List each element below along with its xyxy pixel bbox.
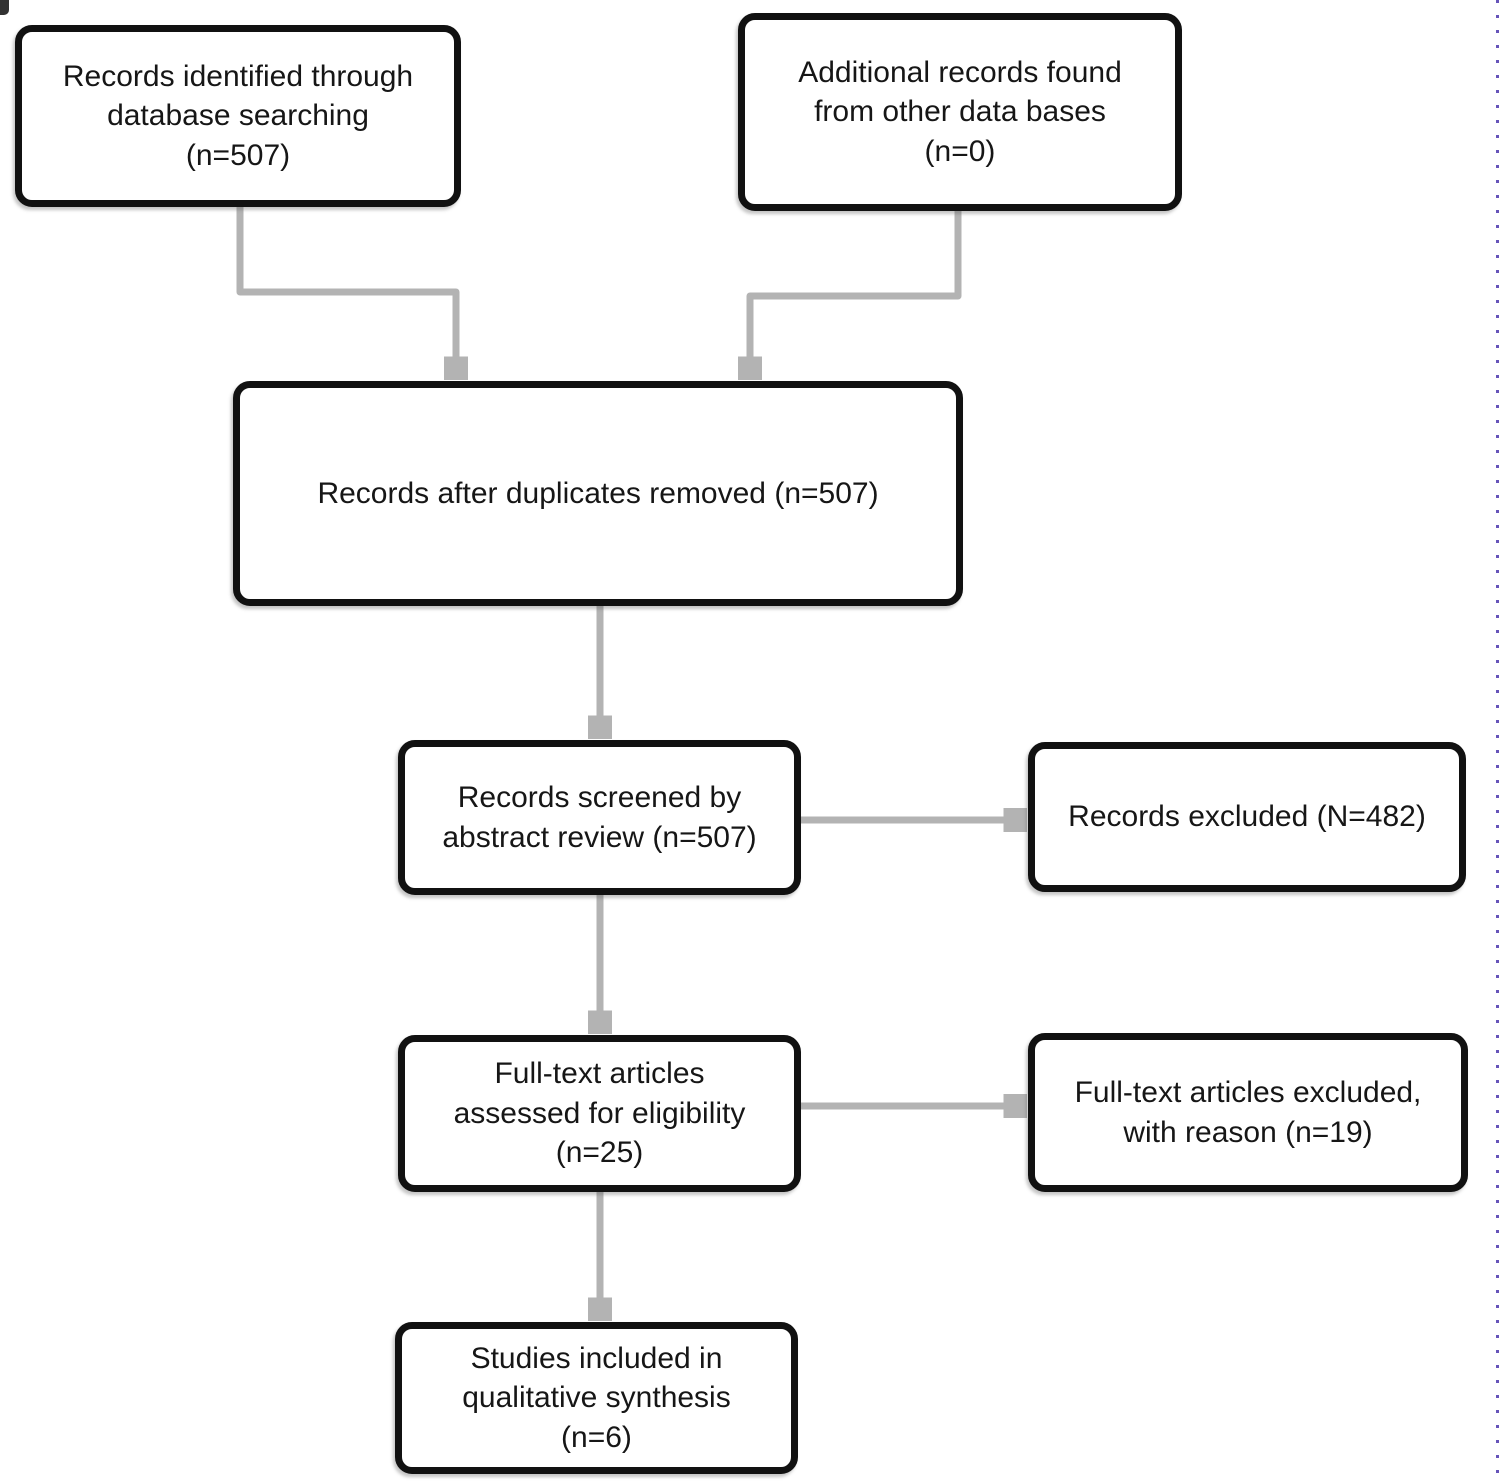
scan-artifact-dotted-edge (1496, 0, 1499, 1484)
node-records-excluded (1028, 742, 1466, 892)
node-duplicates-removed-label: Records after duplicates removed (n=507) (317, 476, 879, 510)
node-fulltext-assessed (398, 1035, 801, 1192)
node-records-screened (398, 740, 801, 895)
node-additional-records (738, 13, 1182, 211)
node-records-excluded-label: Records excluded (N=482) (1068, 800, 1426, 834)
node-fulltext-excluded (1028, 1033, 1468, 1192)
scan-artifact-corner (0, 0, 9, 15)
node-studies-included-label: Studies included in qualitative synthesis (n=6) (462, 1341, 731, 1454)
connector-additional-to-deduped (750, 211, 958, 360)
connector-identified-to-deduped (240, 205, 456, 360)
node-additional-records-label: Additional records found from other data bases (n=0) (798, 55, 1122, 168)
node-fulltext-assessed-label: Full-text articles assessed for eligibility (n=25) (453, 1057, 746, 1170)
node-fulltext-excluded-label: Full-text articles excluded, with reason (n=19) (1074, 1075, 1422, 1149)
node-records-screened-label: Records screened by abstract review (n=507) (442, 780, 757, 854)
node-studies-included (395, 1322, 798, 1474)
node-records-identified-label: Records identified through database searching (n=507) (62, 59, 414, 172)
node-duplicates-removed (233, 381, 963, 606)
node-records-identified (15, 25, 461, 207)
